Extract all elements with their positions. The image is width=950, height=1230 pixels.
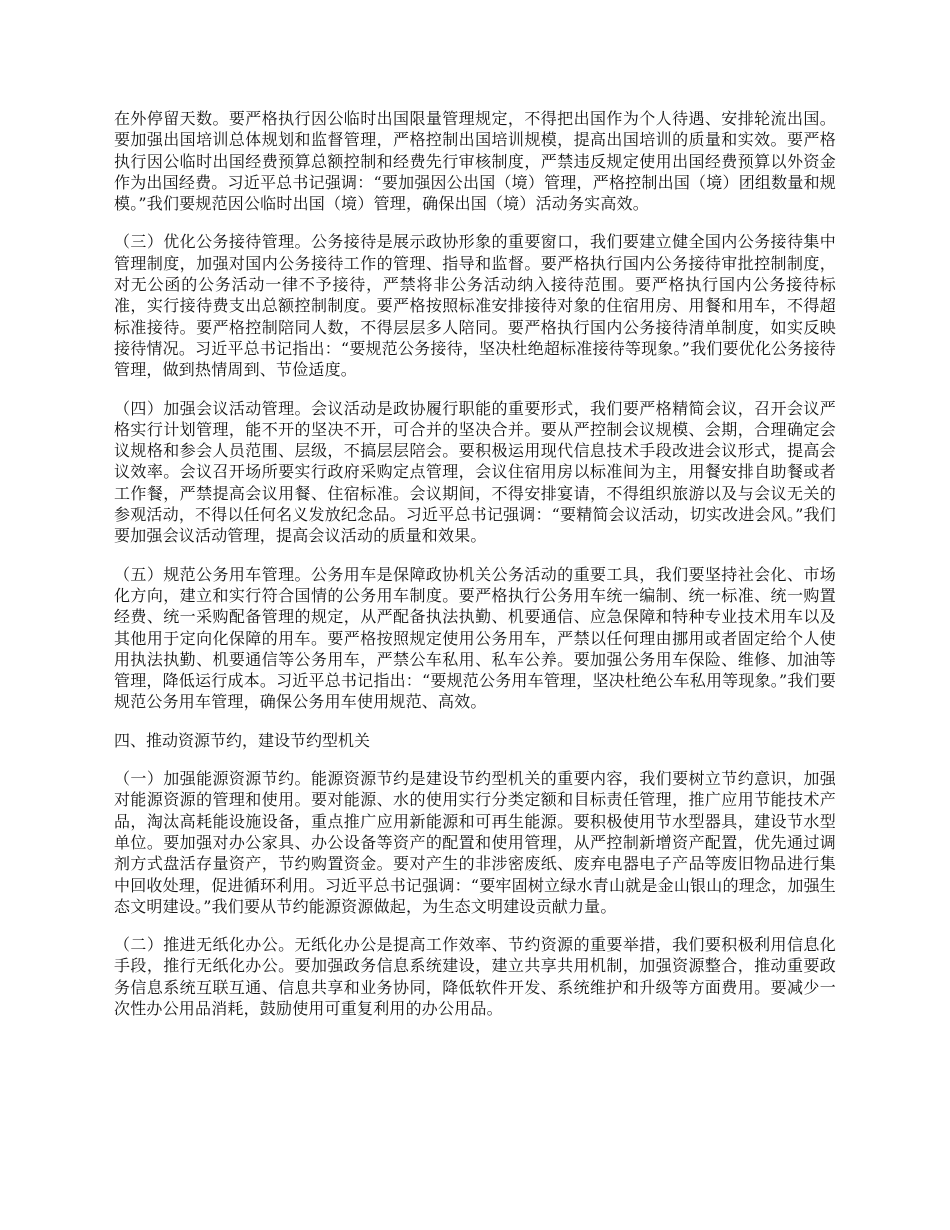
paragraph-vehicle-management: （五）规范公务用车管理。公务用车是保障政协机关公务活动的重要工具，我们要坚持社会化、市场化方向，建立和实行符合国情的公务用车制度。要严格执行公务用车统一编制、统一标准、统一购置经费、统一采购配备管理的规定，从严配备执法执勤、机要通信、应急保障和特种专业技术用车以及其他用于定向化保障的用车。要严格按照规定使用公务用车，严禁以任何理由挪用或者固定给个人使用执法执勤、机要通信等公务用车，严禁公车私用、私车公养。要加强公务用车保险、维修、加油等管理，降低运行成本。习近平总书记指出：“要规范公务用车管理，坚决杜绝公车私用等现象。”我们要规范公务用车管理，确保公务用车使用规范、高效。 bbox=[114, 564, 836, 712]
paragraph-energy-saving: （一）加强能源资源节约。能源资源节约是建设节约型机关的重要内容，我们要树立节约意识，加强对能源资源的管理和使用。要对能源、水的使用实行分类定额和目标责任管理，推广应用节能技术产品，淘汰高耗能设施设备，重点推广应用新能源和可再生能源。要积极使用节水型器具，建设节水型单位。要加强对办公家具、办公设备等资产的配置和使用管理，从严控制新增资产配置，优先通过调剂方式盘活存量资产，节约购置资金。要对产生的非涉密废纸、废弃电器电子产品等废旧物品进行集中回收处理，促进循环利用。习近平总书记强调：“要牢固树立绿水青山就是金山银山的理念，加强生态文明建设。”我们要从节约能源资源做起，为生态文明建设贡献力量。 bbox=[114, 769, 836, 916]
paragraph-paperless-office: （二）推进无纸化办公。无纸化办公是提高工作效率、节约资源的重要举措，我们要积极利用信息化手段，推行无纸化办公。要加强政务信息系统建设，建立共享共用机制，加强资源整合，推动重要政务信息系统互联互通、信息共享和业务协同，降低软件开发、系统维护和升级等方面费用。要减少一次性办公用品消耗，鼓励使用可重复利用的办公用品。 bbox=[114, 935, 836, 1018]
paragraph-outbound-travel: 在外停留天数。要严格执行因公临时出国限量管理规定，不得把出国作为个人待遇、安排轮流出国。要加强出国培训总体规划和监督管理，严格控制出国培训规模，提高出国培训的质量和实效。要严格执行因公临时出国经费预算总额控制和经费先行审核制度，严禁违反规定使用出国经费预算以外资金作为出国经费。习近平总书记强调：“要加强因公出国（境）管理，严格控制出国（境）团组数量和规模。”我们要规范因公临时出国（境）管理，确保出国（境）活动务实高效。 bbox=[114, 109, 836, 214]
document-body bbox=[114, 108, 836, 1036]
section-heading-resource-saving: 四、推动资源节约，建设节约型机关 bbox=[114, 730, 371, 750]
paragraph-meeting-management: （四）加强会议活动管理。会议活动是政协履行职能的重要形式，我们要严格精简会议，召开会议严格实行计划管理，能不开的坚决不开，可合并的坚决合并。要从严控制会议规模、会期，合理确定会议规格和参会人员范围、层级，不搞层层陪会。要积极运用现代信息技术手段改进会议形式，提高会议效率。会议召开场所要实行政府采购定点管理，会议住宿用房以标准间为主，用餐安排自助餐或者工作餐，严禁提高会议用餐、住宿标准。会议期间，不得安排宴请，不得组织旅游以及与会议无关的参观活动，不得以任何名义发放纪念品。习近平总书记强调：“要精简会议活动，切实改进会风。”我们要加强会议活动管理，提高会议活动的质量和效果。 bbox=[114, 398, 836, 546]
paragraph-reception-management: （三）优化公务接待管理。公务接待是展示政协形象的重要窗口，我们要建立健全国内公务接待集中管理制度，加强对国内公务接待工作的管理、指导和监督。要严格执行国内公务接待审批控制制度，对无公函的公务活动一律不予接待，严禁将非公务活动纳入接待范围。要严格执行国内公务接待标准，实行接待费支出总额控制制度。要严格按照标准安排接待对象的住宿用房、用餐和用车，不得超标准接待。要严格控制陪同人数，不得层层多人陪同。要严格执行国内公务接待清单制度，如实反映接待情况。习近平总书记指出：“要规范公务接待，坚决杜绝超标准接待等现象。”我们要优化公务接待管理，做到热情周到、节俭适度。 bbox=[114, 232, 836, 380]
